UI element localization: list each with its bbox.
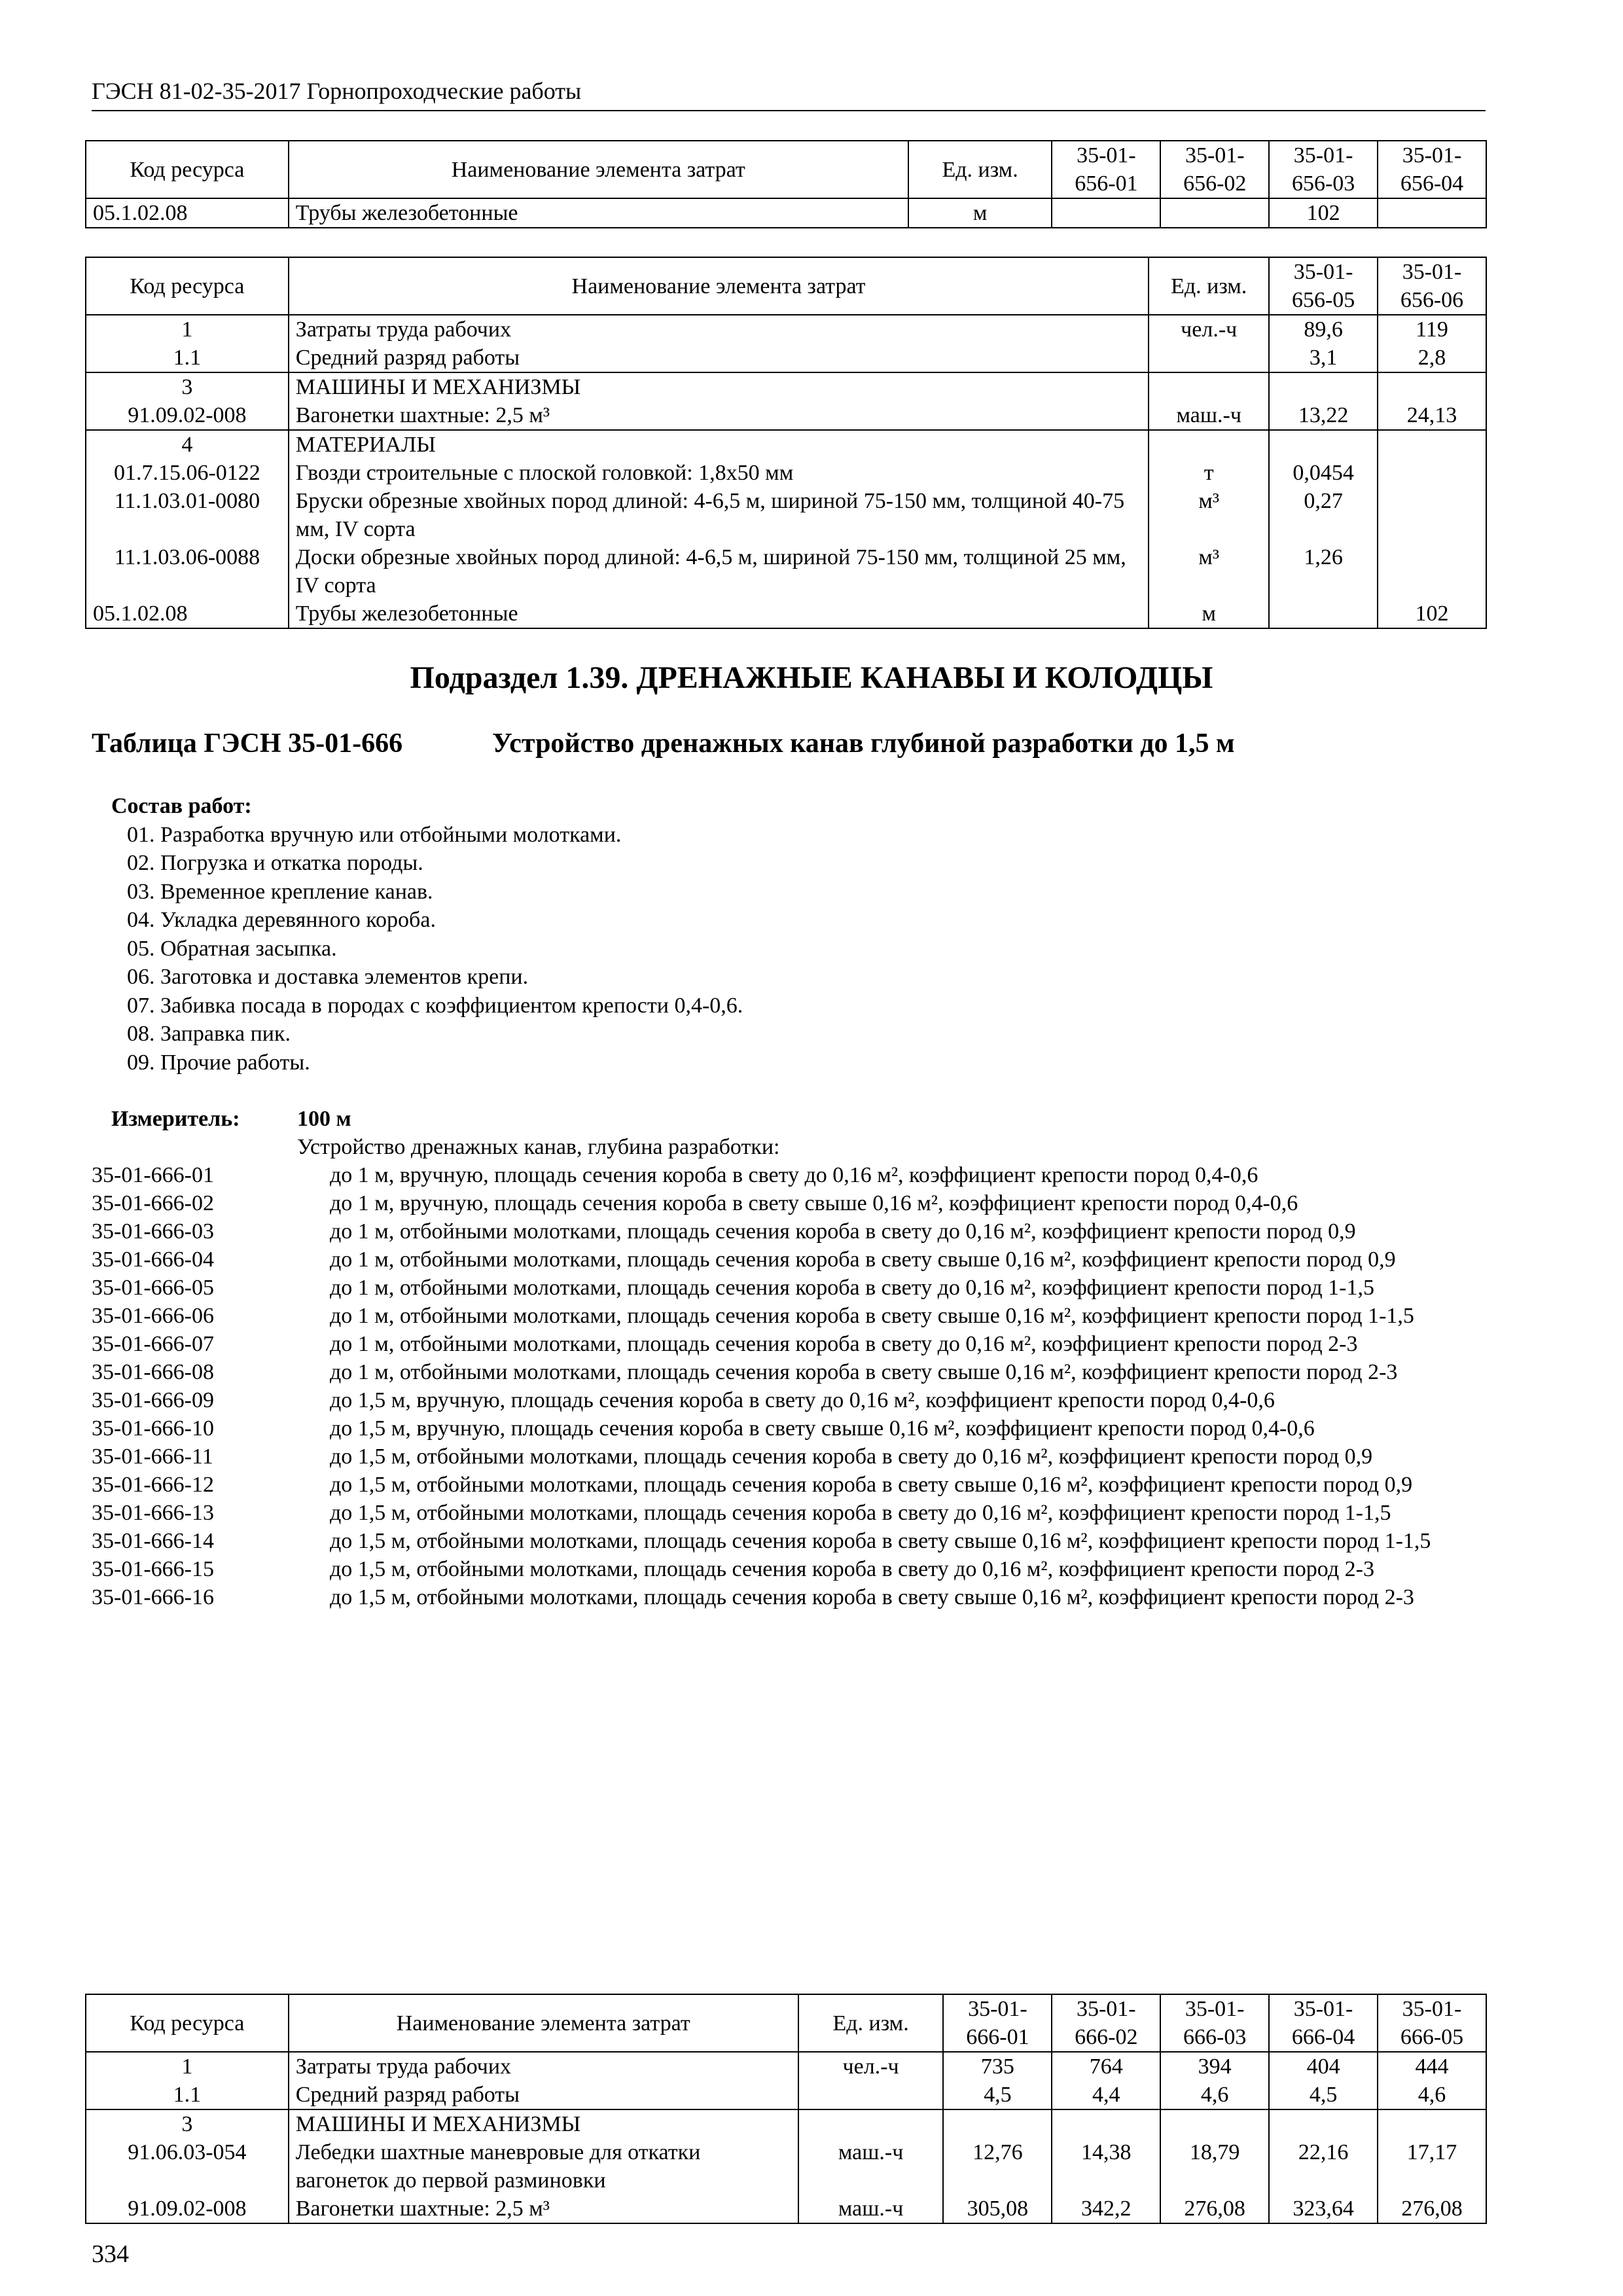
item-text: до 1 м, отбойными молотками, площадь сечения короба в свету свыше 0,16 м², коэффициент крепости пород 1-1,5: [330, 1304, 1414, 1328]
col-header-name: Наименование элемента затрат: [289, 257, 1149, 315]
cell-value: 2,8: [1378, 344, 1486, 372]
list-item: [92, 1443, 1492, 1471]
list-item: 03. Временное крепление канав.: [127, 879, 433, 904]
item-code: 35-01-666-11: [92, 1444, 213, 1469]
cell-unit: т: [1149, 459, 1269, 487]
meter-line: [111, 1105, 351, 1133]
cell-unit: [798, 2081, 944, 2109]
cell-code: 1: [86, 2052, 289, 2081]
running-header: ГЭСН 81-02-35-2017 Горнопроходческие работы: [92, 77, 1486, 111]
cell-value: 102: [1378, 600, 1486, 628]
cell-code: 1: [86, 315, 289, 344]
cell-value: 4,5: [1269, 2081, 1378, 2109]
item-code: 35-01-666-02: [92, 1191, 214, 1215]
list-item: [92, 1246, 1492, 1274]
list-item: [92, 1189, 1492, 1217]
cell-name: Трубы железобетонные: [289, 198, 908, 228]
list-item: [92, 1161, 1492, 1189]
cell-code: 1.1: [86, 344, 289, 372]
cell-code: 3: [86, 2109, 289, 2138]
cell-unit: чел.-ч: [798, 2052, 944, 2081]
cell-code: 11.1.03.01-0080: [86, 487, 289, 543]
cell-code: 1.1: [86, 2081, 289, 2109]
list-item: [92, 1471, 1492, 1499]
cell-name: МАШИНЫ И МЕХАНИЗМЫ: [289, 372, 1149, 401]
cell-value: 4,6: [1160, 2081, 1269, 2109]
item-code: 35-01-666-07: [92, 1332, 214, 1356]
col-header-rate: 35-01-656-01: [1052, 141, 1160, 198]
cell-code: 01.7.15.06-0122: [86, 459, 289, 487]
cell-value: 394: [1160, 2052, 1269, 2081]
cell-code: 91.06.03-054: [86, 2138, 289, 2195]
cell-value: [1269, 372, 1378, 401]
list-item: [92, 1414, 1492, 1443]
cell-name: Затраты труда рабочих: [289, 2052, 798, 2081]
table-row: [86, 315, 1486, 344]
col-header-unit: Ед. изм.: [1149, 257, 1269, 315]
cell-name: Трубы железобетонные: [289, 600, 1149, 628]
list-item: [92, 1386, 1492, 1414]
cell-value: [1269, 2109, 1378, 2138]
table-row: [86, 487, 1486, 543]
item-code: 35-01-666-05: [92, 1276, 214, 1300]
item-text: до 1 м, вручную, площадь сечения короба в свету свыше 0,16 м², коэффициент крепости пород 0,4-0,6: [330, 1191, 1298, 1215]
cell-value: [1378, 543, 1486, 600]
cell-value: 4,6: [1378, 2081, 1486, 2109]
cell-value: 305,08: [943, 2195, 1052, 2223]
cell-value: [1052, 2109, 1160, 2138]
cell-value: 17,17: [1378, 2138, 1486, 2195]
meter-label: Измеритель:: [111, 1107, 240, 1131]
table-row: [86, 2109, 1486, 2138]
table-row: [86, 2195, 1486, 2223]
cell-name: Средний разряд работы: [289, 2081, 798, 2109]
cell-value: [1378, 2109, 1486, 2138]
table-row: [86, 2138, 1486, 2195]
item-code: 35-01-666-15: [92, 1557, 214, 1581]
table-row: [86, 543, 1486, 600]
cell-code: 3: [86, 372, 289, 401]
list-item: 02. Погрузка и откатка породы.: [127, 851, 423, 875]
cell-name: Вагонетки шахтные: 2,5 м³: [289, 401, 1149, 430]
table-number: Таблица ГЭСН 35-01-666: [92, 728, 403, 759]
cell-value: [1160, 198, 1269, 228]
item-code: 35-01-666-04: [92, 1247, 214, 1272]
item-text: до 1 м, отбойными молотками, площадь сечения короба в свету до 0,16 м², коэффициент крепости пород 0,9: [330, 1219, 1356, 1244]
cell-name: Доски обрезные хвойных пород длиной: 4-6,5 м, шириной 75-150 мм, толщиной 25 мм, IV сорта: [289, 543, 1149, 600]
cell-name: Бруски обрезные хвойных пород длиной: 4-6,5 м, шириной 75-150 мм, толщиной 40-75 мм, IV сорта: [289, 487, 1149, 543]
cell-value: [1269, 600, 1378, 628]
cell-code: 11.1.03.06-0088: [86, 543, 289, 600]
item-code: 35-01-666-13: [92, 1501, 214, 1525]
table-row: [86, 2081, 1486, 2109]
cell-value: 22,16: [1269, 2138, 1378, 2195]
cell-value: [943, 2109, 1052, 2138]
cell-code: 91.09.02-008: [86, 401, 289, 430]
table-row: [86, 198, 1486, 228]
item-text: до 1,5 м, отбойными молотками, площадь сечения короба в свету свыше 0,16 м², коэффициент крепости пород 0,9: [330, 1473, 1413, 1497]
list-item: [92, 1330, 1492, 1358]
item-code: 35-01-666-12: [92, 1473, 214, 1497]
cell-value: [1378, 487, 1486, 543]
resource-table-656-a: [85, 140, 1487, 228]
cell-value: 0,0454: [1269, 459, 1378, 487]
col-header-rate: 35-01-666-02: [1052, 1994, 1160, 2052]
col-header-rate: 35-01-666-01: [943, 1994, 1052, 2052]
cell-unit: [1149, 430, 1269, 459]
cell-name: Затраты труда рабочих: [289, 315, 1149, 344]
cell-value: [1378, 459, 1486, 487]
cell-name: Средний разряд работы: [289, 344, 1149, 372]
cell-value: 119: [1378, 315, 1486, 344]
item-text: до 1,5 м, вручную, площадь сечения короба в свету до 0,16 м², коэффициент крепости пород 0,4-0,6: [330, 1388, 1275, 1412]
list-item: [92, 1527, 1492, 1555]
cell-value: 323,64: [1269, 2195, 1378, 2223]
cell-name: МАТЕРИАЛЫ: [289, 430, 1149, 459]
page-number: 334: [92, 2240, 129, 2268]
items-intro: Устройство дренажных канав, глубина разработки:: [297, 1135, 780, 1159]
list-item: 01. Разработка вручную или отбойными молотками.: [127, 822, 622, 847]
col-header-unit: Ед. изм.: [798, 1994, 944, 2052]
cell-name: МАШИНЫ И МЕХАНИЗМЫ: [289, 2109, 798, 2138]
cell-value: [1160, 2109, 1269, 2138]
cell-name: Гвозди строительные с плоской головкой: 1,8х50 мм: [289, 459, 1149, 487]
cell-value: 3,1: [1269, 344, 1378, 372]
cell-value: 24,13: [1378, 401, 1486, 430]
cell-unit: маш.-ч: [798, 2195, 944, 2223]
table-title: Устройство дренажных канав глубиной разработки до 1,5 м: [492, 728, 1235, 759]
item-code: 35-01-666-14: [92, 1529, 214, 1553]
item-code: 35-01-666-10: [92, 1416, 214, 1441]
cell-unit: м: [1149, 600, 1269, 628]
cell-value: 764: [1052, 2052, 1160, 2081]
works-list: [111, 792, 743, 1077]
col-header-rate: 35-01-666-05: [1378, 1994, 1486, 2052]
col-header-rate: 35-01-656-05: [1269, 257, 1378, 315]
cell-value: 276,08: [1378, 2195, 1486, 2223]
cell-value: 89,6: [1269, 315, 1378, 344]
table-header-row: [86, 141, 1486, 198]
item-text: до 1,5 м, отбойными молотками, площадь сечения короба в свету до 0,16 м², коэффициент крепости пород 0,9: [330, 1444, 1373, 1469]
list-item: [92, 1302, 1492, 1330]
cell-value: 18,79: [1160, 2138, 1269, 2195]
col-header-unit: Ед. изм.: [908, 141, 1052, 198]
list-item: 06. Заготовка и доставка элементов крепи.: [127, 965, 529, 989]
cell-unit: маш.-ч: [798, 2138, 944, 2195]
item-text: до 1 м, отбойными молотками, площадь сечения короба в свету свыше 0,16 м², коэффициент крепости пород 2-3: [330, 1360, 1398, 1384]
subsection-title: Подраздел 1.39. ДРЕНАЖНЫЕ КАНАВЫ И КОЛОДЦЫ: [410, 660, 1213, 695]
cell-code: 4: [86, 430, 289, 459]
list-item: 07. Забивка посада в породах с коэффициентом крепости 0,4-0,6.: [127, 993, 743, 1018]
cell-unit: м³: [1149, 487, 1269, 543]
col-header-rate: 35-01-666-03: [1160, 1994, 1269, 2052]
col-header-rate: 35-01-666-04: [1269, 1994, 1378, 2052]
list-item: [92, 1583, 1492, 1611]
cell-code: 91.09.02-008: [86, 2195, 289, 2223]
cell-value: 0,27: [1269, 487, 1378, 543]
table-row: [86, 600, 1486, 628]
cell-name: Лебедки шахтные маневровые для откатки вагонеток до первой разминовки: [289, 2138, 798, 2195]
cell-value: [1378, 198, 1486, 228]
cell-value: 1,26: [1269, 543, 1378, 600]
col-header-rate: 35-01-656-06: [1378, 257, 1486, 315]
list-item: [92, 1217, 1492, 1246]
cell-value: 444: [1378, 2052, 1486, 2081]
table-row: [86, 430, 1486, 459]
cell-value: [1378, 430, 1486, 459]
col-header-rate: 35-01-656-04: [1378, 141, 1486, 198]
col-header-code: Код ресурса: [86, 1994, 289, 2052]
item-code: 35-01-666-08: [92, 1360, 214, 1384]
works-title: Состав работ:: [111, 794, 252, 818]
list-item: 04. Укладка деревянного короба.: [127, 908, 436, 932]
cell-value: 735: [943, 2052, 1052, 2081]
list-item: [92, 1358, 1492, 1386]
col-header-code: Код ресурса: [86, 141, 289, 198]
cell-value: 12,76: [943, 2138, 1052, 2195]
cell-unit: [1149, 372, 1269, 401]
resource-table-656-b: [85, 257, 1487, 629]
item-text: до 1,5 м, отбойными молотками, площадь сечения короба в свету свыше 0,16 м², коэффициент крепости пород 1-1,5: [330, 1529, 1431, 1553]
table-row: [86, 401, 1486, 430]
table-row: [86, 459, 1486, 487]
cell-unit: чел.-ч: [1149, 315, 1269, 344]
cell-value: 342,2: [1052, 2195, 1160, 2223]
cell-value: [1378, 372, 1486, 401]
list-item: 05. Обратная засыпка.: [127, 936, 337, 961]
cell-unit: [1149, 344, 1269, 372]
cell-value: [1269, 430, 1378, 459]
meter-value: 100 м: [297, 1107, 351, 1131]
cell-value: 404: [1269, 2052, 1378, 2081]
item-text: до 1 м, отбойными молотками, площадь сечения короба в свету свыше 0,16 м², коэффициент крепости пород 0,9: [330, 1247, 1396, 1272]
table-header-row: [86, 1994, 1486, 2052]
list-item: [92, 1499, 1492, 1527]
item-code: 35-01-666-06: [92, 1304, 214, 1328]
table-row: [86, 2052, 1486, 2081]
table-header-row: [86, 257, 1486, 315]
item-text: до 1,5 м, вручную, площадь сечения короба в свету свыше 0,16 м², коэффициент крепости пород 0,4-0,6: [330, 1416, 1315, 1441]
item-text: до 1 м, отбойными молотками, площадь сечения короба в свету до 0,16 м², коэффициент крепости пород 2-3: [330, 1332, 1358, 1356]
resource-table-666: [85, 1994, 1487, 2224]
col-header-rate: 35-01-656-03: [1269, 141, 1378, 198]
list-item: [92, 1555, 1492, 1583]
cell-value: 14,38: [1052, 2138, 1160, 2195]
item-text: до 1 м, вручную, площадь сечения короба в свету до 0,16 м², коэффициент крепости пород 0,4-0,6: [330, 1163, 1258, 1187]
list-item: [92, 1274, 1492, 1302]
item-code: 35-01-666-16: [92, 1585, 214, 1609]
cell-value: 4,5: [943, 2081, 1052, 2109]
cell-value: 4,4: [1052, 2081, 1160, 2109]
cell-value: [1052, 198, 1160, 228]
list-item: 09. Прочие работы.: [127, 1050, 310, 1075]
cell-unit: [798, 2109, 944, 2138]
cell-code: 05.1.02.08: [86, 600, 289, 628]
item-text: до 1,5 м, отбойными молотками, площадь сечения короба в свету свыше 0,16 м², коэффициент крепости пород 2-3: [330, 1585, 1414, 1609]
item-code: 35-01-666-09: [92, 1388, 214, 1412]
item-code: 35-01-666-03: [92, 1219, 214, 1244]
cell-value: 276,08: [1160, 2195, 1269, 2223]
table-row: [86, 344, 1486, 372]
item-text: до 1,5 м, отбойными молотками, площадь сечения короба в свету до 0,16 м², коэффициент крепости пород 1-1,5: [330, 1501, 1391, 1525]
item-text: до 1,5 м, отбойными молотками, площадь сечения короба в свету до 0,16 м², коэффициент крепости пород 2-3: [330, 1557, 1374, 1581]
list-item: 08. Заправка пик.: [127, 1022, 291, 1046]
cell-unit: маш.-ч: [1149, 401, 1269, 430]
col-header-rate: 35-01-656-02: [1160, 141, 1269, 198]
cell-value: 13,22: [1269, 401, 1378, 430]
cell-name: Вагонетки шахтные: 2,5 м³: [289, 2195, 798, 2223]
cell-value: 102: [1269, 198, 1378, 228]
rate-items-list: [92, 1161, 1492, 1611]
item-code: 35-01-666-01: [92, 1163, 214, 1187]
col-header-name: Наименование элемента затрат: [289, 1994, 798, 2052]
table-heading: [92, 728, 1235, 759]
cell-code: 05.1.02.08: [86, 198, 289, 228]
cell-unit: м: [908, 198, 1052, 228]
col-header-name: Наименование элемента затрат: [289, 141, 908, 198]
table-row: [86, 372, 1486, 401]
col-header-code: Код ресурса: [86, 257, 289, 315]
item-text: до 1 м, отбойными молотками, площадь сечения короба в свету до 0,16 м², коэффициент крепости пород 1-1,5: [330, 1276, 1374, 1300]
cell-unit: м³: [1149, 543, 1269, 600]
